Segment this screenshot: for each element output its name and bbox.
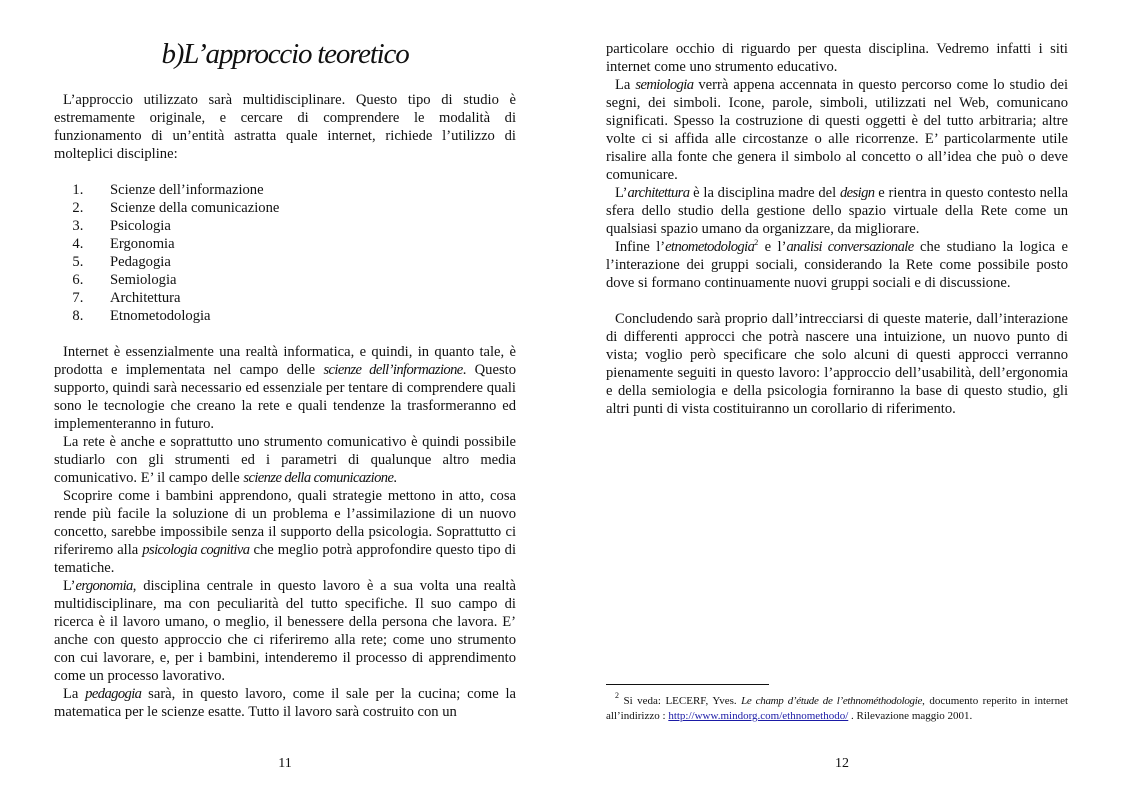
paragraph-text: La xyxy=(615,77,636,93)
paragraph-text: che meglio potrà approfondire questo tipo di tematiche. xyxy=(54,542,517,576)
paragraph-conclusione: Concludendo sarà proprio dall’intrecciarsi di queste materie, dall’interazione di differenti approcci che potrà nascere una intuizione, un nuovo punto di vista; voglio però specificare che solo alcuni di questi approcci verranno pienamente seguiti in questo lavoro: l’approccio dell’usabilità, dell’ergonomia e della semiologia e della psicologia forniranno la base di questo studio, gli altri punti di vista costituiranno un corollario di riferimento. xyxy=(606,311,1068,417)
term-emphasis: ergonomia xyxy=(75,578,133,594)
left-text-column xyxy=(54,91,516,721)
paragraph-text: è la disciplina madre del xyxy=(689,185,840,201)
paragraph-text: sarà, in questo lavoro, come il sale per la cucina; come la matematica per le scienze esatte. Tutto il lavoro sarà costruito con un xyxy=(54,686,516,720)
paragraph-text: , disciplina centrale in questo lavoro è a sua volta una realtà multidisciplinare, ma con peculiarità del tutto specifiche. Il suo campo di ricerca è il lavoro umano, o meglio, il benessere della persona che lavora. E’ anche con questo approccio che ci riferiremo alla rete; come uno strumento con cui lavorare, e, per i bambini, intenderemo il processo di apprendimento come un processo lavorativo. xyxy=(54,578,516,684)
footnote xyxy=(606,691,1069,724)
term-emphasis: analisi conversazionale xyxy=(786,239,914,255)
paragraph-architettura xyxy=(606,184,1068,238)
paragraph-comunicazione xyxy=(54,433,516,487)
term-emphasis: scienze della comunicazione xyxy=(243,470,394,486)
paragraph-text: . xyxy=(393,470,398,486)
list-item: 5. Pedagogia xyxy=(87,253,516,271)
left-page xyxy=(0,0,561,795)
paragraph-semiologia xyxy=(606,76,1068,184)
paragraph-text: La rete è anche e soprattutto uno strumento comunicativo è quindi possibile studiarlo con gli strumenti ed i parametri di qualunque altro media comunicativo. E’ il campo delle xyxy=(54,434,516,486)
paragraph-informatica xyxy=(54,343,516,433)
footnote-separator xyxy=(606,684,769,685)
list-item: 4. Ergonomia xyxy=(87,235,516,253)
term-emphasis: semiologia xyxy=(635,77,694,93)
paragraph-text: . Questo supporto, quindi sarà necessario ed essenziale per tentare di comprendere quali sono le tecnologie che creano la rete e quali tendenze la trasformeranno ed implementeranno in futuro. xyxy=(54,362,516,432)
term-emphasis: architettura xyxy=(627,185,690,201)
disciplines-list xyxy=(54,181,516,325)
paragraph-pedagogia xyxy=(54,685,516,721)
term-emphasis: design xyxy=(839,185,875,201)
right-page xyxy=(562,0,1123,795)
paragraph-text: Scoprire come i bambini apprendono, quali strategie mettono in atto, cosa rende più facile la soluzione di un problema e l’assimilazione di un nuovo concetto, sarebbe impossibile senza il supporto della psicologia. Soprattutto ci riferiremo alla xyxy=(54,488,516,558)
intro-paragraph: L’approccio utilizzato sarà multidisciplinare. Questo tipo di studio è estremamente originale, e cercare di comprendere le modalità di funzionamento di un’entità astratta quale internet, richiede l’utilizzo di molteplici discipline: xyxy=(54,92,516,162)
list-item: 7. Architettura xyxy=(87,289,516,307)
paragraph-text: L’ xyxy=(63,578,76,594)
paragraph-text: L’ xyxy=(615,185,628,201)
term-emphasis: etnometodologia xyxy=(665,239,755,255)
right-text-column xyxy=(606,40,1068,418)
paragraph-text: verrà appena accennata in questo percorso come lo studio dei segni, dei simboli. Icone, parole, simboli, utilizzati nel Web, comunicano significati. Spesso la costruzione di questi oggetti è del tutto arbitraria; altre volte ci si affida alle circostanze o alle ricorrenze. E’ particolarmente utile risalire alla fonte che genera il simbolo al concetto o all’idea che può o deve comunicare. xyxy=(606,77,1068,183)
footnote-link[interactable]: http://www.mindorg.com/ethnomethodo/ xyxy=(668,710,849,722)
term-emphasis: pedagogia xyxy=(85,686,142,702)
list-item: 8. Etnometodologia xyxy=(87,307,516,325)
page-number: 11 xyxy=(278,756,292,771)
paragraph-text: che studiano la logica e l’interazione dei gruppi sociali, considerando la Rete come possibile posto dove si formano continuamente nuovi gruppi sociali e di discussione. xyxy=(606,239,1068,291)
footnote-reference[interactable]: 2 xyxy=(754,238,759,247)
paragraph-text: Infine l’ xyxy=(615,239,666,255)
list-item: 3. Psicologia xyxy=(87,217,516,235)
section-title: b)L’approccio teoretico xyxy=(161,38,409,70)
paragraph-text: e rientra in questo contesto nella sfera dello studio della gestione dello spazio virtuale della Rete come un qualsiasi spazio umano da organizzare, da migliorare. xyxy=(606,185,1068,237)
footnote-text: , documento reperito in internet all’indirizzo : xyxy=(606,695,1069,722)
footnote-text: . Rilevazione maggio 2001. xyxy=(848,710,973,722)
paragraph-psicologia xyxy=(54,487,516,577)
page-number: 12 xyxy=(835,756,849,771)
term-emphasis: scienze dell’informazione xyxy=(323,362,463,378)
paragraph-text: Internet è essenzialmente una realtà informatica, e quindi, in quanto tale, è prodotta e implementata nel campo delle xyxy=(54,344,516,378)
footnote-number: 2 xyxy=(615,691,619,700)
paragraph-continuation: particolare occhio di riguardo per questa disciplina. Vedremo infatti i siti internet come uno strumento educativo. xyxy=(606,41,1068,75)
list-item: 6. Semiologia xyxy=(87,271,516,289)
paragraph-ergonomia xyxy=(54,577,516,685)
paragraph-text: e l’ xyxy=(758,239,787,255)
list-item: 1. Scienze dell’informazione xyxy=(87,181,516,199)
term-emphasis: psicologia cognitiva xyxy=(142,542,250,558)
paragraph-text: La xyxy=(63,686,86,702)
list-item: 2. Scienze della comunicazione xyxy=(87,199,516,217)
footnote-work-title: Le champ d’étude de l’ethnométhodologie xyxy=(741,695,923,707)
paragraph-etnometodologia xyxy=(606,238,1068,292)
footnote-text: Si veda: LECERF, Yves. xyxy=(619,695,742,707)
